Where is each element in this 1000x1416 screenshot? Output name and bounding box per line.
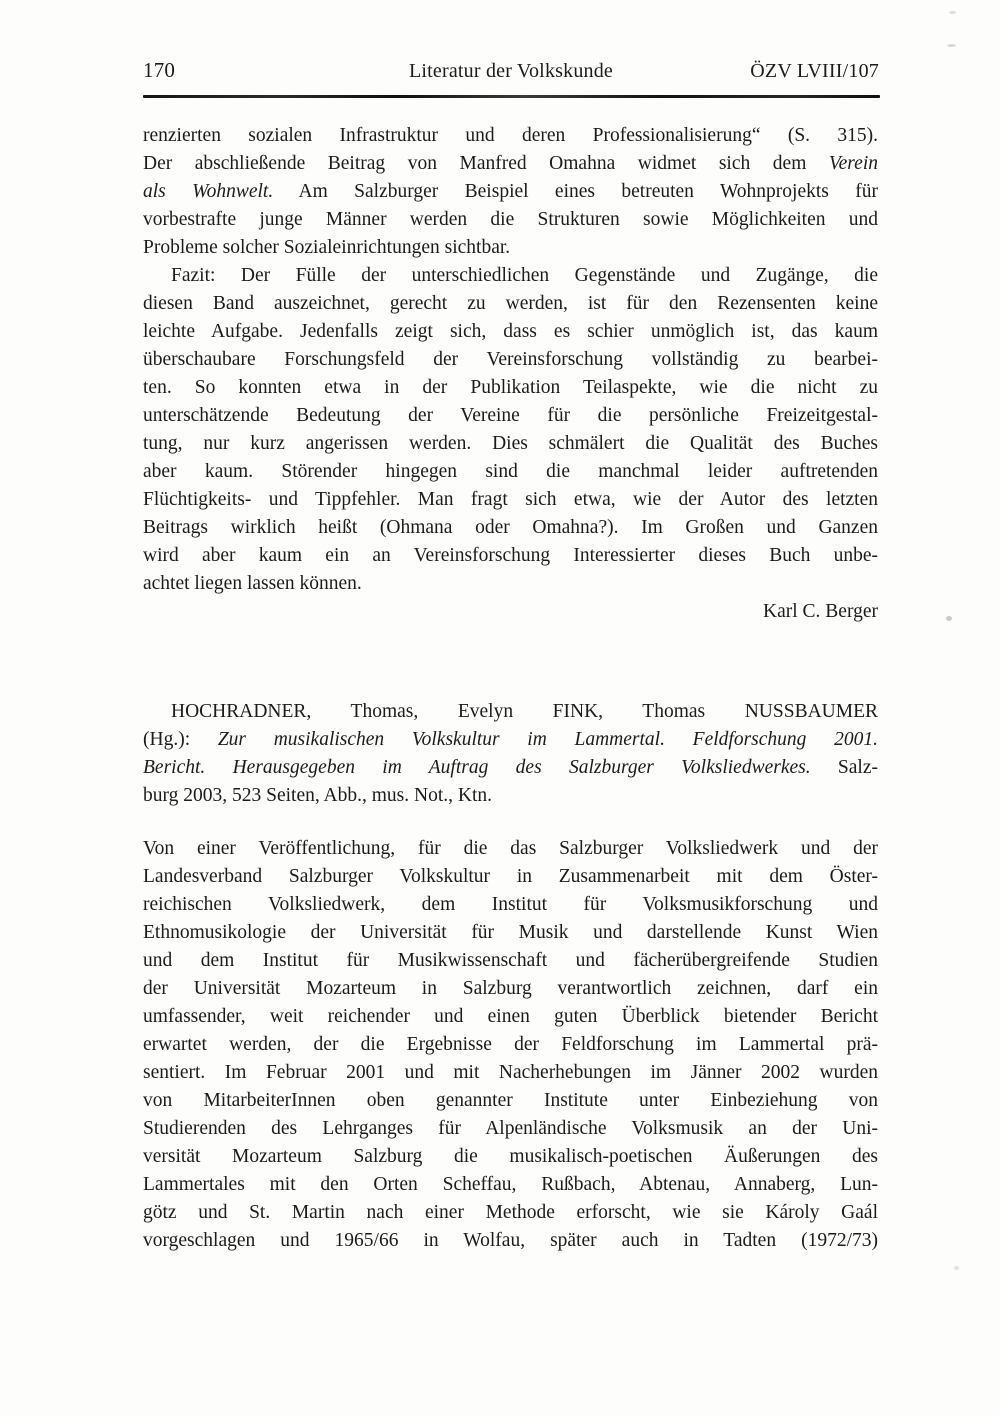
text-run: Lammertales mit den Orten Scheffau, Rußbach, Abtenau, Annaberg, Lun- [143,1174,878,1195]
text-line [143,975,878,1003]
text-line [143,1031,878,1059]
text-run: achtet liegen lassen können. [143,573,362,594]
text-run: Fazit: Der Fülle der unterschiedlichen Gegenstände und Zugänge, die [171,265,878,286]
italic-text-run: Verein [828,153,878,174]
text-line [143,782,878,810]
scan-artifact [947,44,956,47]
text-line [143,206,878,234]
text-run: der Universität Mozarteum in Salzburg verantwortlich zeichnen, darf ein [143,978,878,999]
text-line [143,458,878,486]
text-run: wird aber kaum ein an Vereinsforschung Interessierter dieses Buch unbe- [143,545,878,566]
text-run: Von einer Veröffentlichung, für die das Salzburger Volksliedwerk und der [143,838,878,859]
book-reference-heading [143,698,878,810]
text-line [143,698,878,726]
text-run: umfassender, weit reichender und einen guten Überblick bietender Bericht [143,1006,878,1027]
text-line [143,754,878,782]
text-line [143,542,878,570]
text-run: burg 2003, 523 Seiten, Abb., mus. Not., Ktn. [143,785,493,806]
text-line [143,402,878,430]
text-run: versität Mozarteum Salzburg die musikalisch-poetischen Äußerungen des [143,1146,878,1167]
text-run: (Hg.): [143,729,218,750]
text-run: tung, nur kurz angerissen werden. Dies schmälert die Qualität des Buches [143,433,878,454]
running-title: Literatur der Volkskunde [408,60,614,82]
text-line [143,1003,878,1031]
text-line [143,514,878,542]
text-line [143,374,878,402]
italic-text-run: Bericht. Herausgegeben im Auftrag des Salzburger Volksliedwerkes. [143,757,811,778]
text-run: aber kaum. Störender hingegen sind die manchmal leider auftretenden [143,461,878,482]
review-hochradner-section [143,698,878,1255]
page-header [143,58,879,83]
italic-text-run: Zur musikalischen Volkskultur im Lammertal. Feldforschung 2001. [217,729,878,750]
scan-artifact [946,616,952,621]
text-line [143,863,878,891]
text-run: überschaubare Forschungsfeld der Vereinsforschung vollständig zu bearbei- [143,349,878,370]
text-line [143,1171,878,1199]
text-run: Studierenden des Lehrganges für Alpenländische Volksmusik an der Uni- [143,1118,878,1139]
text-run: HOCHRADNER, Thomas, Evelyn FINK, Thomas NUSSBAUMER [171,701,878,722]
text-run: unterschätzende Bedeutung der Vereine für die persönliche Freizeitgestal- [143,405,878,426]
text-line [143,891,878,919]
text-run: Landesverband Salzburger Volkskultur in Zusammenarbeit mit dem Öster- [143,866,878,887]
text-line [143,150,878,178]
paragraph-fazit [143,262,878,598]
scan-artifact [949,11,956,14]
text-line [143,1227,878,1255]
review-berger-section [143,122,878,626]
text-line [143,234,878,262]
text-run: Flüchtigkeits- und Tippfehler. Man fragt sich etwa, wie der Autor des letzten [143,489,878,510]
page-number: 170 [143,58,176,82]
text-run: ten. So konnten etwa in der Publikation Teilaspekte, wie die nicht zu [143,377,878,398]
text-run: Probleme solcher Sozialeinrichtungen sichtbar. [143,237,511,258]
text-run: vorbestrafte junge Männer werden die Strukturen sowie Möglichkeiten und [143,209,878,230]
text-line [143,430,878,458]
text-line [143,486,878,514]
text-run: renzierten sozialen Infrastruktur und deren Professionalisierung“ (S. 315). [143,125,878,146]
reviewer-signature: Karl C. Berger [763,601,878,622]
text-line [143,1087,878,1115]
paragraph-review-body [143,835,878,1255]
text-run: Salz- [810,757,878,778]
header-rule [143,95,880,98]
issue-code: ÖZV LVIII/107 [750,60,879,82]
text-line [143,726,878,754]
text-run: erwartet werden, der die Ergebnisse der Feldforschung im Lammertal prä- [143,1034,878,1055]
scan-artifact [954,1266,959,1270]
text-line [143,318,878,346]
text-line [143,570,878,598]
text-run: diesen Band auszeichnet, gerecht zu werden, ist für den Rezensenten keine [143,293,878,314]
text-run: und dem Institut für Musikwissenschaft und fächerübergreifende Studien [143,950,878,971]
text-line [143,122,878,150]
text-line [143,1115,878,1143]
text-run: götz und St. Martin nach einer Methode erforscht, wie sie Károly Gaál [143,1202,878,1223]
text-line [143,835,878,863]
text-run: leichte Aufgabe. Jedenfalls zeigt sich, dass es schier unmöglich ist, das kaum [143,321,878,342]
text-run: Am Salzburger Beispiel eines betreuten Wohnprojekts für [273,181,878,202]
text-line [143,947,878,975]
text-run: Beitrags wirklich heißt (Ohmana oder Omahna?). Im Großen und Ganzen [143,517,878,538]
text-run: sentiert. Im Februar 2001 und mit Nacherhebungen im Jänner 2002 wurden [143,1062,878,1083]
text-line [143,1199,878,1227]
text-run: Der abschließende Beitrag von Manfred Omahna widmet sich dem [143,153,829,174]
text-line [143,346,878,374]
text-run: reichischen Volksliedwerk, dem Institut für Volksmusikforschung und [143,894,878,915]
text-line [143,178,878,206]
text-line [143,1143,878,1171]
text-run: vorgeschlagen und 1965/66 in Wolfau, später auch in Tadten (1972/73) [143,1230,878,1251]
text-line [143,262,878,290]
italic-text-run: als Wohnwelt. [143,181,274,202]
paragraph-continuation [143,122,878,262]
text-run: Ethnomusikologie der Universität für Musik und darstellende Kunst Wien [143,922,878,943]
text-line [143,1059,878,1087]
text-line [143,919,878,947]
text-line [143,290,878,318]
text-run: von MitarbeiterInnen oben genannter Institute unter Einbeziehung von [143,1090,878,1111]
